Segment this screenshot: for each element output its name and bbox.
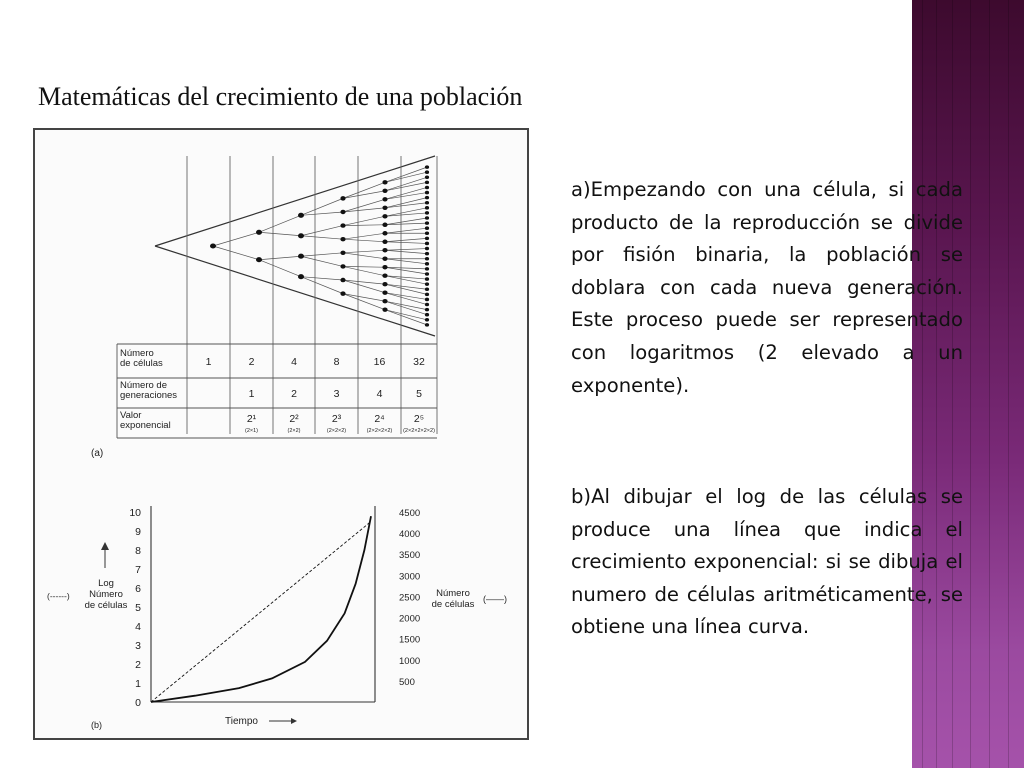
cell-dot: [425, 293, 429, 297]
tree-branch: [385, 310, 427, 320]
tree-branch: [343, 266, 385, 275]
tree-branch: [385, 203, 427, 208]
left-tick-label: 8: [135, 545, 141, 557]
cell-dot: [425, 272, 429, 276]
cell-dot: [425, 216, 429, 220]
cell-dot: [382, 240, 387, 244]
cell-dot: [425, 303, 429, 307]
cell-dot: [382, 257, 387, 261]
cell-dot: [425, 247, 429, 251]
cell-dot: [210, 243, 216, 248]
cell-dot: [425, 298, 429, 302]
right-tick-label: 1500: [399, 634, 421, 646]
cell-dot: [425, 206, 429, 210]
table-value: 32: [413, 356, 425, 368]
cell-dot: [382, 223, 387, 227]
tree-branch: [213, 232, 259, 246]
table-value: 2: [248, 356, 255, 368]
cell-dot: [425, 282, 429, 286]
tree-branch: [343, 294, 385, 310]
table-value: 2³: [331, 413, 342, 425]
cell-dot: [382, 282, 387, 286]
table-value: 4: [376, 388, 383, 400]
tree-branch: [343, 216, 385, 225]
cell-dot: [425, 191, 429, 195]
cell-dot: [340, 237, 345, 241]
tree-branch: [385, 177, 427, 191]
cell-dot: [340, 251, 345, 255]
tree-branch: [343, 225, 385, 226]
table-row-label: Número: [120, 348, 154, 359]
tree-branch: [385, 276, 427, 279]
left-tick-label: 7: [135, 564, 141, 576]
cell-dot: [340, 278, 345, 282]
figure-svg: [35, 130, 531, 742]
tree-branch: [259, 215, 301, 232]
right-tick-label: 3500: [399, 550, 421, 562]
left-axis-label: de células: [84, 600, 128, 611]
cell-dot: [298, 213, 304, 218]
paragraph-b: b)Al dibujar el log de las células se produce una línea que indica el crecimiento exponencial: si se dibuja el numero de células aritméticamente, se obtiene una línea curva.: [571, 485, 963, 639]
cell-dot: [425, 201, 429, 205]
tree-branch: [343, 294, 385, 302]
table-value: 1: [248, 388, 255, 400]
cell-dot: [425, 181, 429, 185]
cell-dot: [425, 170, 429, 174]
tree-branch: [385, 213, 427, 216]
tree-branch: [385, 167, 427, 182]
cell-dot: [425, 165, 429, 169]
growth-chart: [47, 506, 507, 730]
cell-dot: [340, 210, 345, 214]
cell-dot: [425, 226, 429, 230]
cell-dot: [425, 257, 429, 261]
left-tick-label: 6: [135, 583, 141, 595]
generation-table: [117, 344, 437, 438]
cell-dot: [382, 307, 387, 311]
cell-dot: [382, 189, 387, 193]
table-value: 16: [373, 356, 386, 368]
left-tick-label: 2: [135, 659, 141, 671]
linear-series-curve: [151, 516, 371, 702]
x-axis-arrowhead: [291, 718, 297, 724]
right-tick-label: 2500: [399, 592, 421, 604]
cell-dot: [340, 264, 345, 268]
cell-dot: [340, 196, 345, 200]
cell-dot: [425, 308, 429, 312]
tree-branch: [385, 301, 427, 315]
table-note: (2×2×2×2×2): [403, 428, 435, 434]
cell-dot: [298, 233, 304, 238]
tree-branch: [385, 228, 427, 233]
cell-dot: [340, 291, 345, 295]
tree-branch: [385, 238, 427, 241]
cell-dot: [425, 318, 429, 322]
paragraph-a: a)Empezando con una célula, si cada producto de la reproducción se divide por fisión binaria, la población se doblara con cada nueva generación. Este proceso puede ser representado con logaritmos (2 elevado a un exponente).: [571, 178, 963, 397]
cell-dot: [425, 186, 429, 190]
right-tick-label: 3000: [399, 571, 421, 583]
table-value: 1: [205, 356, 212, 368]
tree-branch: [301, 256, 343, 266]
tree-branch: [385, 249, 427, 251]
figure-image: [33, 128, 529, 740]
cell-dot: [298, 274, 304, 279]
right-axis-line-hint: (——): [483, 594, 507, 604]
table-value: 2¹: [246, 413, 257, 425]
left-axis-label: Número: [89, 589, 123, 600]
cell-dot: [382, 206, 387, 210]
log-series-line: [151, 522, 371, 703]
tree-branch: [385, 242, 427, 244]
tree-branch: [385, 259, 427, 264]
cell-dot: [256, 230, 262, 235]
tree-branch: [385, 172, 427, 182]
cell-dot: [382, 248, 387, 252]
cell-dot: [382, 290, 387, 294]
tree-branch: [259, 260, 301, 277]
table-row-label: Valor: [120, 410, 142, 421]
tree-branch: [385, 198, 427, 208]
right-tick-label: 2000: [399, 613, 421, 625]
tree-branch: [385, 250, 427, 253]
left-tick-label: 9: [135, 526, 141, 538]
tree-branch: [385, 208, 427, 216]
cell-dot: [298, 254, 304, 259]
tree-branch: [259, 256, 301, 259]
right-tick-label: 500: [399, 676, 415, 688]
cell-dot: [382, 231, 387, 235]
panel-label-b: (b): [91, 720, 102, 730]
tree-branch: [301, 236, 343, 239]
tree-branch: [343, 239, 385, 242]
tree-branch: [343, 250, 385, 253]
table-value: 3: [333, 388, 340, 400]
left-axis-line-hint: (------): [47, 591, 70, 601]
strip-line: [989, 0, 990, 768]
cell-dot: [425, 221, 429, 225]
table-note: (2×2×2×2): [366, 428, 393, 434]
table-note: (2×2×2): [326, 428, 347, 434]
table-value: 2⁴: [374, 413, 385, 425]
left-tick-label: 5: [135, 602, 141, 614]
tree-branch: [343, 191, 385, 199]
tree-branch: [343, 182, 385, 198]
tree-branch: [343, 233, 385, 239]
cell-dot: [425, 196, 429, 200]
table-value: 2: [291, 388, 297, 400]
table-value: 2²: [289, 413, 299, 425]
right-tick-label: 4000: [399, 529, 421, 541]
cell-dot: [425, 313, 429, 317]
left-tick-label: 4: [135, 621, 141, 633]
table-value: 5: [416, 388, 422, 400]
table-value: 8: [333, 356, 340, 368]
left-tick-label: 0: [135, 697, 141, 709]
right-axis-label: de células: [431, 599, 475, 610]
cell-dot: [382, 299, 387, 303]
table-value: 4: [291, 356, 297, 368]
cell-dot: [425, 267, 429, 271]
tree-branch: [343, 253, 385, 259]
tree-branch: [301, 226, 343, 236]
table-row-label: de células: [120, 358, 163, 369]
tree-branch: [385, 276, 427, 284]
left-tick-label: 3: [135, 640, 141, 652]
cell-dot: [425, 176, 429, 180]
left-axis-arrowhead: [101, 542, 109, 550]
left-tick-label: 1: [135, 678, 141, 690]
cell-dot: [382, 214, 387, 218]
cell-dot: [256, 257, 262, 262]
cell-dot: [340, 223, 345, 227]
cell-dot: [425, 262, 429, 266]
right-tick-label: 4500: [399, 508, 421, 519]
cell-dot: [425, 231, 429, 235]
tree-branch: [343, 266, 385, 267]
right-tick-label: 1000: [399, 655, 421, 667]
strip-line: [1008, 0, 1009, 768]
tree-branch: [385, 284, 427, 294]
cell-dot: [425, 211, 429, 215]
tree-branch: [213, 246, 259, 260]
cell-dot: [425, 237, 429, 241]
cell-dot: [425, 287, 429, 291]
left-tick-label: 10: [129, 507, 141, 519]
cell-dot: [382, 265, 387, 269]
tree-branch: [385, 310, 427, 325]
cell-dot: [382, 274, 387, 278]
panel-label-a: (a): [91, 448, 104, 459]
table-note: (2×2): [287, 428, 301, 434]
right-axis-label: Número: [436, 588, 470, 599]
tree-branch: [259, 232, 301, 235]
cell-dot: [425, 277, 429, 281]
x-axis-label: Tiempo: [225, 716, 258, 727]
slide-title: Matemáticas del crecimiento de una población: [38, 82, 523, 111]
table-value: 2⁵: [413, 413, 425, 425]
table-row-label: exponencial: [120, 420, 171, 431]
table-row-label: Número de: [120, 380, 167, 391]
tree-branch: [301, 253, 343, 256]
cell-dot: [425, 242, 429, 246]
cell-dot: [425, 252, 429, 256]
cell-dot: [425, 323, 429, 327]
cell-dot: [382, 197, 387, 201]
table-note: (2×1): [245, 428, 258, 434]
strip-line: [970, 0, 971, 768]
left-axis-label: Log: [98, 578, 114, 589]
tree-branch: [385, 284, 427, 289]
cell-dot: [382, 180, 387, 184]
table-row-label: generaciones: [120, 390, 178, 401]
